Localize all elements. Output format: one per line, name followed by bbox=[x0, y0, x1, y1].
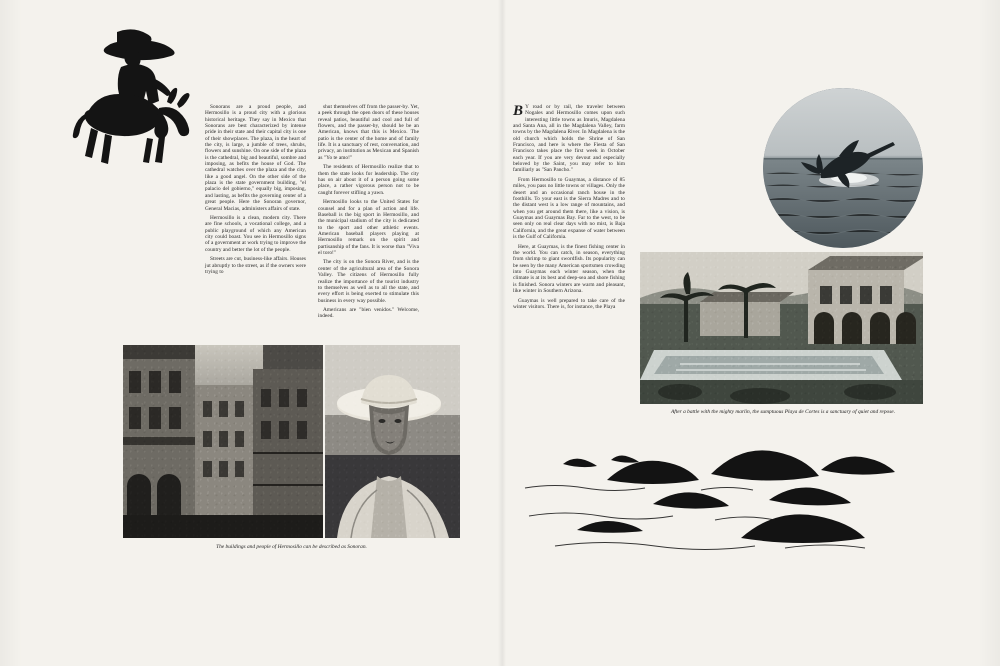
photo-grain bbox=[640, 252, 923, 404]
article-column-2 bbox=[318, 104, 419, 323]
left-photo-caption: The buildings and people of Hermosillo can be described as Sonoran. bbox=[216, 544, 367, 550]
photo-grain bbox=[325, 345, 460, 538]
drop-cap: B bbox=[513, 103, 524, 119]
article-column-3 bbox=[513, 104, 625, 313]
paragraph: Sonorans are a proud people, and Hermosillo is a proud city with a glorious historical heritage. They say in Mexico that Sonorans are best characterized by intense pride in their state and their capital city is one of their showplaces. The plaza, in the heart of the city, is large, a jumble of trees, shrubs, flowers and sunshine. On one side of the plaza is the cathedral, big and beautiful, sombre and imposing, as befits the house of God. The cathedral watches over the plaza and the city, like a good angel. On the other side of the plaza is the state government building, "el palacio del gobierno," equally big, imposing, and lasting, as befits the governing center of a great people. Here the Sonoran governor, General Macias, administers affairs of state. bbox=[205, 104, 307, 212]
paragraph: Hermosillo is a clean, modern city. There are fine schools, a vocational college, and a public playground of which any American city could boast. You see in Hermosillo signs of a government at work trying to improve the country and better the lot of the people. bbox=[205, 215, 306, 253]
paragraph: The city is on the Sonora River, and is the center of the agricultural area of the Sonora Valley. The citizens of Hermosillo fully realize the importance of the tourist industry to themselves as well as to all the state, and every effort is being exerted to stimulate this business in every way possible. bbox=[318, 259, 419, 304]
paragraph: Guaymas is well prepared to take care of the winter visitors. There is, for instance, the Playa bbox=[513, 297, 625, 310]
paragraph: shut themselves off from the passer-by. Yet, a peek through the open doors of these houses reveal patios, beautiful and cool and full of flowers, and the passer-by, should he be an American, knows that this is Mexico. The patio is the center of the home and of family life. It is a sanctuary of rest, conversation, and privacy, an institution as Mexican and Spanish as "Yo te amo!" bbox=[318, 104, 419, 161]
page-gutter bbox=[498, 0, 506, 666]
islands-seascape-illustration bbox=[515, 430, 925, 550]
paragraph-text: Y road or by rail, the traveler between Nogales and Hermosillo comes upon such interesting little towns as Imuris, Magdalena and Santa Ana, all in the Magdalena Valley, farm towns by the Magdalena River. In Magdalena is the old church which holds the Shrine of San Francisco, and here is where the Fiesta of San Francisco takes place the first week in October each year. If you are very devout and especially beloved by the Saint, you may refer to him familiarly as "San Pancho." bbox=[513, 104, 625, 174]
leaping-marlin-photo bbox=[763, 88, 923, 248]
paragraph-with-dropcap bbox=[513, 104, 625, 174]
sonoran-man-photo bbox=[325, 345, 460, 538]
playa-de-cortes-photo bbox=[640, 252, 923, 404]
right-photo-caption: After a battle with the mighty marlin, the sumptuous Playa de Cortes is a sanctuary of quiet and repose. bbox=[670, 409, 896, 415]
article-column-1 bbox=[205, 104, 306, 279]
paragraph: Here, at Guaymas, is the finest fishing center in the world. You can catch, in season, everything from shrimp to giant swordfish. Its popularity can be seen by the many American sportsmen crowding into Guaymas each winter season, when the climate is at its best and deep-sea and shore fishing is finished. Sonora winters are warm and pleasant, like winter in Southern Arizona. bbox=[513, 243, 625, 294]
paragraph: Streets are cut, business-like affairs. Houses jut abruptly to the street, as if the owners were trying to bbox=[205, 256, 306, 275]
burro-rider-illustration bbox=[55, 24, 205, 169]
paragraph: From Hermosillo to Guaymas, a distance of 85 miles, you pass no little towns or villages. Only the desert and an occasional ranch house in the foothills. To your east is the Sierra Madres and to the distant west is a low range of mountains, and when you get around them there, like a vision, is Guaymas and Guaymas Bay. Far to the west, to be seen only on real clear days with no mist, is Baja California, and the great expanse of water between is the Gulf of California. bbox=[513, 176, 625, 241]
photo-grain bbox=[123, 345, 323, 538]
paragraph: Hermosillo looks to the United States for counsel and for a plan of action and life. Baseball is the big sport in Hermosillo, and the municipal stadium of the city is dedicated to the sport and other athletic events. American baseball players playing at Hermosillo remark on the spirit and partisanship of the fans. It is worse than "Viva el toro!" bbox=[318, 199, 419, 256]
hermosillo-buildings-photo bbox=[123, 345, 323, 538]
paragraph: Americans are "bien venidos." Welcome, indeed. bbox=[318, 307, 419, 320]
paragraph: The residents of Hermosillo realize that to them the state looks for leadership. The city has on air about it of a person going some place, a rather vigorous person not to be caught forever stifling a yawn. bbox=[318, 164, 419, 196]
